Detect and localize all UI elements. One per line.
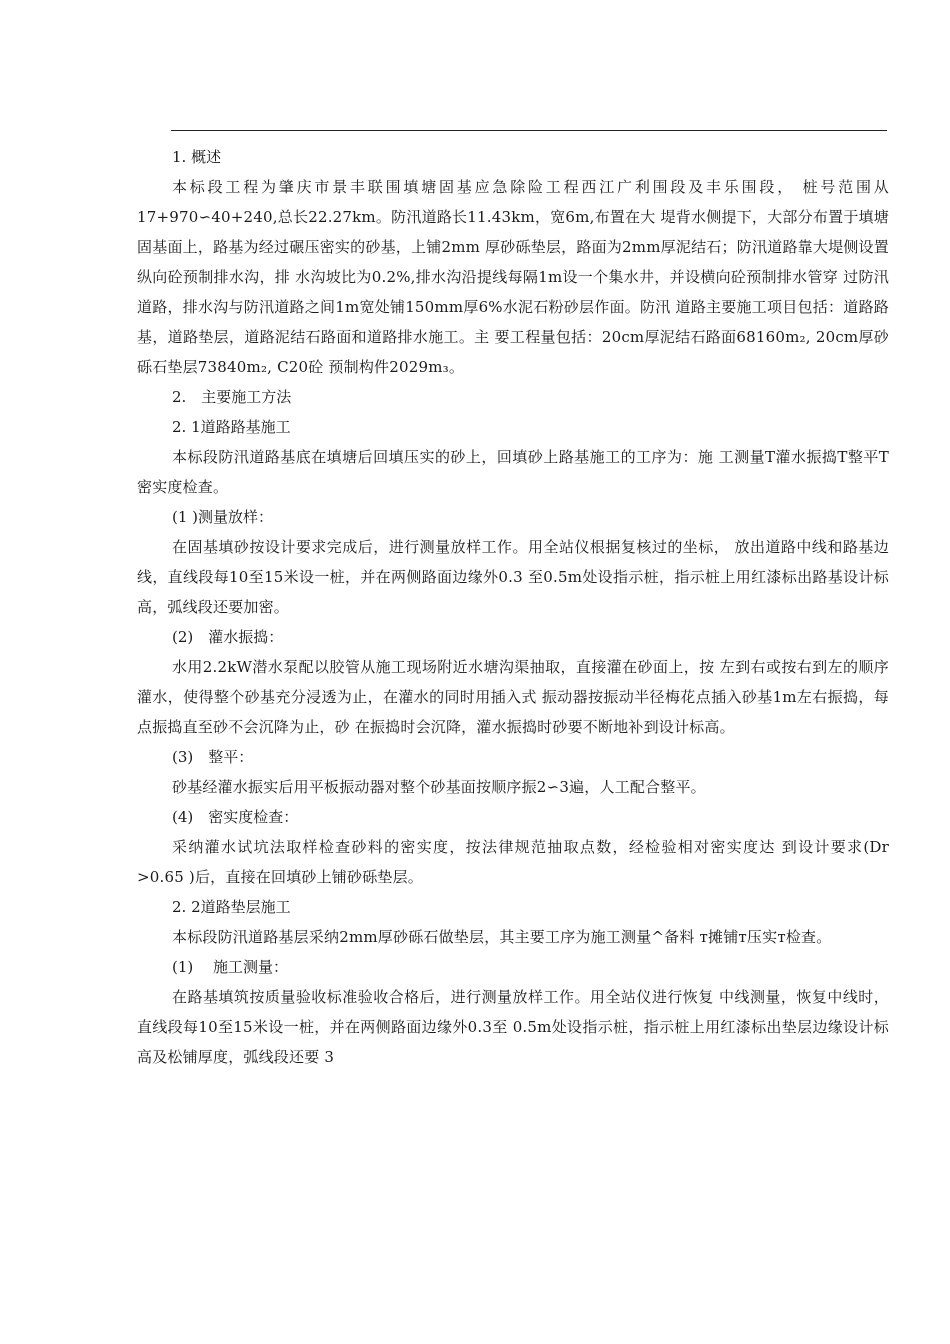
heading-overview: 1. 概述 (172, 148, 222, 166)
paragraph-water-vibration: 水用2.2kW潜水泵配以胶管从施工现场附近水塘沟渠抽取，直接灌在砂面上，按 左到右或按右到左的顺序灌水，使得整个砂基充分浸透为止，在灌水的同时用插入式 振动器按振动半径梅花点插入砂基1m左右振捣，每点振捣直至砂不会沉降为止，砂 在振捣时会沉降，灌水振捣时砂要不断地补到设计标高。 (137, 658, 889, 736)
header-rule (171, 130, 887, 131)
heading-density-check: (4) 密实度检查： (172, 808, 299, 826)
heading-water-vibration: (2) 灌水振捣： (172, 628, 284, 646)
heading-construction-survey: (1) 施工测量： (172, 958, 289, 976)
paragraph-construction-survey: 在路基填筑按质量验收标准验收合格后，进行测量放样工作。用全站仪进行恢复 中线测量，恢复中线时，直线段每10至15米设一桩，并在两侧路面边缘外0.3至 0.5m处设指示桩，指示桩上用红漆标出垫层边缘设计标高及松铺厚度，弧线段还要 3 (137, 988, 889, 1066)
document-body (137, 142, 889, 1072)
heading-roadbed-construction: 2. 1道路路基施工 (172, 418, 291, 436)
paragraph-density-check: 采纳灌水试坑法取样检查砂料的密实度，按法律规范抽取点数，经检验相对密实度达 到设计要求(Dr >0.65 )后，直接在回填砂上铺砂砾垫层。 (137, 838, 889, 886)
heading-cushion-construction: 2. 2道路垫层施工 (172, 898, 291, 916)
paragraph-roadbed-intro: 本标段防汛道路基底在填塘后回填压实的砂上，回填砂上路基施工的工序为：施 工测量T灌水振捣T整平T密实度检查。 (137, 448, 889, 496)
heading-main-methods: 2. 主要施工方法 (172, 388, 292, 406)
paragraph-survey-layout: 在固基填砂按设计要求完成后，进行测量放样工作。用全站仪根据复核过的坐标， 放出道路中线和路基边线，直线段每10至15米设一桩，并在两侧路面边缘外0.3 至0.5m处设指示桩，指示桩上用红漆标出路基设计标高，弧线段还要加密。 (137, 538, 889, 616)
heading-leveling: (3) 整平： (172, 748, 254, 766)
paragraph-leveling: 砂基经灌水振实后用平板振动器对整个砂基面按顺序振2∽3遍，人工配合整平。 (172, 778, 706, 796)
paragraph-overview: 本标段工程为肇庆市景丰联围填塘固基应急除险工程西江广利围段及丰乐围段， 桩号范围从17+970∽40+240,总长22.27km。防汛道路长11.43km，宽6m,布置在大 堤背水侧提下，大部分布置于填塘固基面上，路基为经过碾压密实的砂基，上铺2mm 厚砂砾垫层，路面为2mm厚泥结石；防汛道路靠大堤侧设置纵向砼预制排水沟，排 水沟坡比为0.2%,排水沟沿提线每隔1m设一个集水井，并设横向砼预制排水管穿 过防汛道路，排水沟与防汛道路之间1m宽处铺150mm厚6%水泥石粉砂层作面。防汛 道路主要施工项目包括：道路路基，道路垫层，道路泥结石路面和道路排水施工。主 要工程量包括：20cm厚泥结石路面68160m₂, 20cm厚砂砾石垫层73840m₂, C20砼 预制构件2029m₃。 (137, 178, 889, 376)
heading-survey-layout: (1 )测量放样： (172, 508, 274, 526)
paragraph-cushion-intro: 本标段防汛道路基层采纳2mm厚砂砾石做垫层，其主要工序为施工测量^备料 ᴛ摊铺ᴛ压实ᴛ检查。 (172, 928, 832, 946)
